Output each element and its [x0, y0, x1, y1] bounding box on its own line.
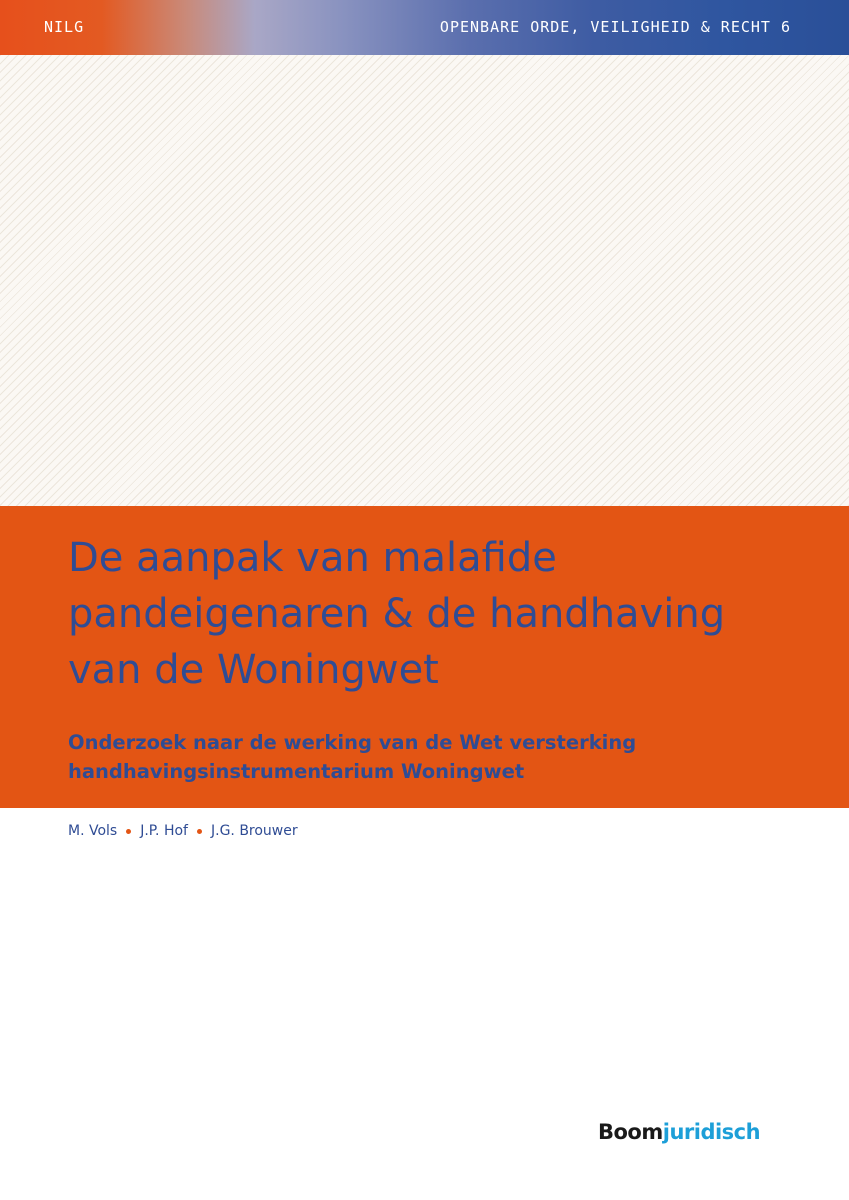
publisher-name-part: juridisch — [662, 1120, 761, 1144]
author-name: M. Vols — [68, 823, 118, 839]
series-header-bar — [0, 0, 849, 55]
series-label-nilg: NILG — [44, 18, 85, 36]
book-title: De aanpak van malafide pandeigenaren & de handhaving van de Woningwet — [68, 535, 726, 693]
bullet-separator-icon — [126, 829, 131, 834]
cover-pattern — [0, 55, 849, 506]
bullet-separator-icon — [197, 829, 202, 834]
publisher-name-part: Boom — [598, 1120, 663, 1144]
publisher-logo — [598, 1120, 760, 1144]
authors-line — [68, 823, 298, 839]
author-name: J.G. Brouwer — [210, 823, 298, 839]
series-name: OPENBARE ORDE, VEILIGHEID & RECHT 6 — [439, 18, 791, 36]
author-name: J.P. Hof — [140, 823, 188, 839]
book-subtitle: Onderzoek naar de werking van de Wet versterking handhavingsinstrumentarium Woningwet — [68, 731, 637, 783]
